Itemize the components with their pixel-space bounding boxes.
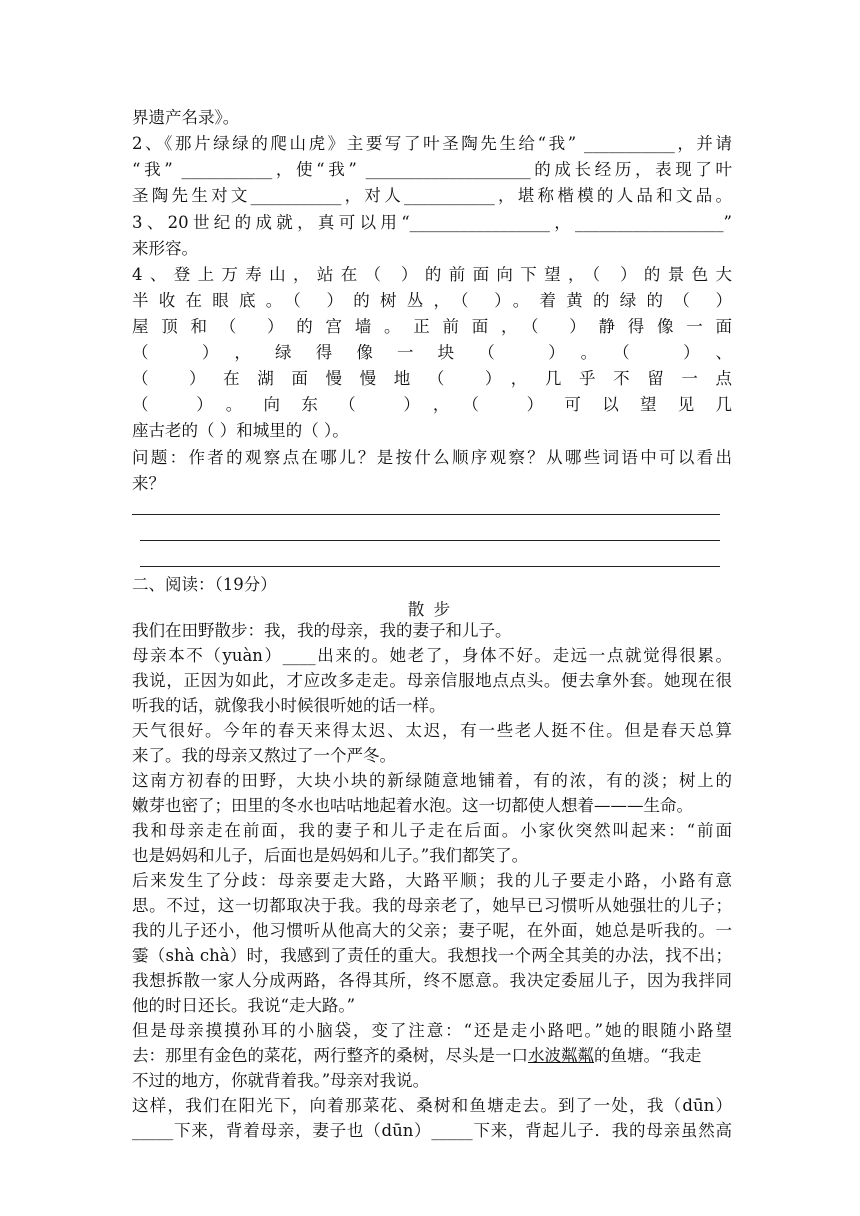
- answer-line[interactable]: [140, 540, 720, 541]
- paragraph-line: 母亲本不（yuàn）____出来的。她老了，身体不好。走远一点就觉得很累。: [132, 646, 732, 665]
- text-line: 2、《那片绿绿的爬山虎》主要写了叶圣陶先生给“我” ___________，并请: [132, 134, 732, 153]
- question-line: 问题：作者的观察点在哪儿？是按什么顺序观察？从哪些词语中可以看出: [132, 448, 732, 467]
- paragraph-line: 霎（shà chà）时，我感到了责任的重大。我想找一个两全其美的办法，找不出；: [132, 946, 732, 965]
- text-line: 界遗产名录》。: [132, 108, 240, 127]
- text-line: （ ）。向东（ ），（ ）可以望见几: [132, 395, 732, 414]
- text-line: 屋顶和（ ）的宫墙。正前面，（ ）静得像一面: [132, 317, 732, 336]
- answer-line[interactable]: [140, 566, 720, 567]
- paragraph-line: 不过的地方，你就背着我。”母亲对我说。: [132, 1071, 430, 1090]
- section-header: 二、阅读：（19分）: [132, 575, 277, 594]
- text-line: 来形容。: [132, 239, 198, 258]
- paragraph-line: 思。不过，这一切都取决于我。我的母亲老了，她早已习惯听从她强壮的儿子；: [132, 896, 732, 915]
- article-title: 散 步: [407, 600, 453, 619]
- text-line: “我” ___________，使“我” ____________________的成长经历，表现了叶: [132, 160, 732, 179]
- text-line: （ ），绿得像一块（ ）。（ ）、: [132, 343, 732, 362]
- paragraph-line: 听我的话，就像我小时候很听她的话一样。: [132, 696, 446, 715]
- paragraph-text: 去：那里有金色的菜花，两行整齐的桑树，尽头是一口: [132, 1046, 528, 1065]
- paragraph-line: 我想拆散一家人分成两路，各得其所，终不愿意。我决定委屈儿子，因为我拌同: [132, 971, 732, 990]
- paragraph-line: 他的时日还长。我说“走大路。”: [132, 996, 356, 1015]
- paragraph-line: 后来发生了分歧：母亲要走大路，大路平顺；我的儿子要走小路，小路有意: [132, 871, 732, 890]
- paragraph-line: 也是妈妈和儿子，后面也是妈妈和儿子。”我们都笑了。: [132, 846, 529, 865]
- text-line: 圣陶先生对文___________，对人___________，堪称楷模的人品和文品。: [132, 186, 732, 205]
- underlined-phrase: 水波粼粼: [528, 1046, 594, 1065]
- text-line: 3、20世纪的成就，真可以用“_________________，__________________”: [132, 213, 732, 232]
- paragraph-line: 我们在田野散步：我，我的母亲，我的妻子和儿子。: [132, 621, 512, 640]
- paragraph-line: 我和母亲走在前面，我的妻子和儿子走在后面。小家伙突然叫起来：“前面: [132, 821, 732, 840]
- text-line: 座古老的（ ）和城里的（ ）。: [132, 421, 349, 440]
- paragraph-text: 的鱼塘。“我走: [594, 1046, 702, 1065]
- text-line: （ ）在湖面慢慢地（ ），几乎不留一点: [132, 369, 732, 388]
- paragraph-line: 来了。我的母亲又熬过了一个严冬。: [132, 746, 396, 765]
- paragraph-line: 我说，正因为如此，才应改多走走。母亲信服地点点头。便去拿外套。她现在很: [132, 671, 732, 690]
- paragraph-line: 天气很好。今年的春天来得太迟、太迟，有一些老人挺不住。但是春天总算: [132, 721, 732, 740]
- paragraph-line: 这南方初春的田野，大块小块的新绿随意地铺着，有的浓，有的淡；树上的: [132, 771, 732, 790]
- paragraph-line: _____下来，背着母亲，妻子也（dūn）_____下来，背起儿子．我的母亲虽然高: [132, 1121, 732, 1140]
- text-line: 半收在眼底。（ ）的树丛，（ ）。着黄的绿的（ ）: [132, 291, 732, 310]
- paragraph-line: 嫩芽也密了；田里的冬水也咕咕地起着水泡。这一切都使人想着———生命。: [132, 796, 693, 815]
- question-line: 来？: [132, 474, 165, 493]
- answer-line[interactable]: [132, 514, 720, 515]
- paragraph-line: 这样，我们在阳光下，向着那菜花、桑树和鱼塘走去。到了一处，我（dūn）: [132, 1096, 732, 1115]
- paragraph-line: [132, 1043, 732, 1069]
- paragraph-line: 我的儿子还小，他习惯听从他高大的父亲；妻子呢，在外面，她总是听我的。一: [132, 921, 732, 940]
- paragraph-line: 但是母亲摸摸孙耳的小脑袋，变了注意：“还是走小路吧。”她的眼随小路望: [132, 1021, 732, 1040]
- text-line: 4、登上万寿山，站在（ ）的前面向下望，（ ）的景色大: [132, 265, 732, 284]
